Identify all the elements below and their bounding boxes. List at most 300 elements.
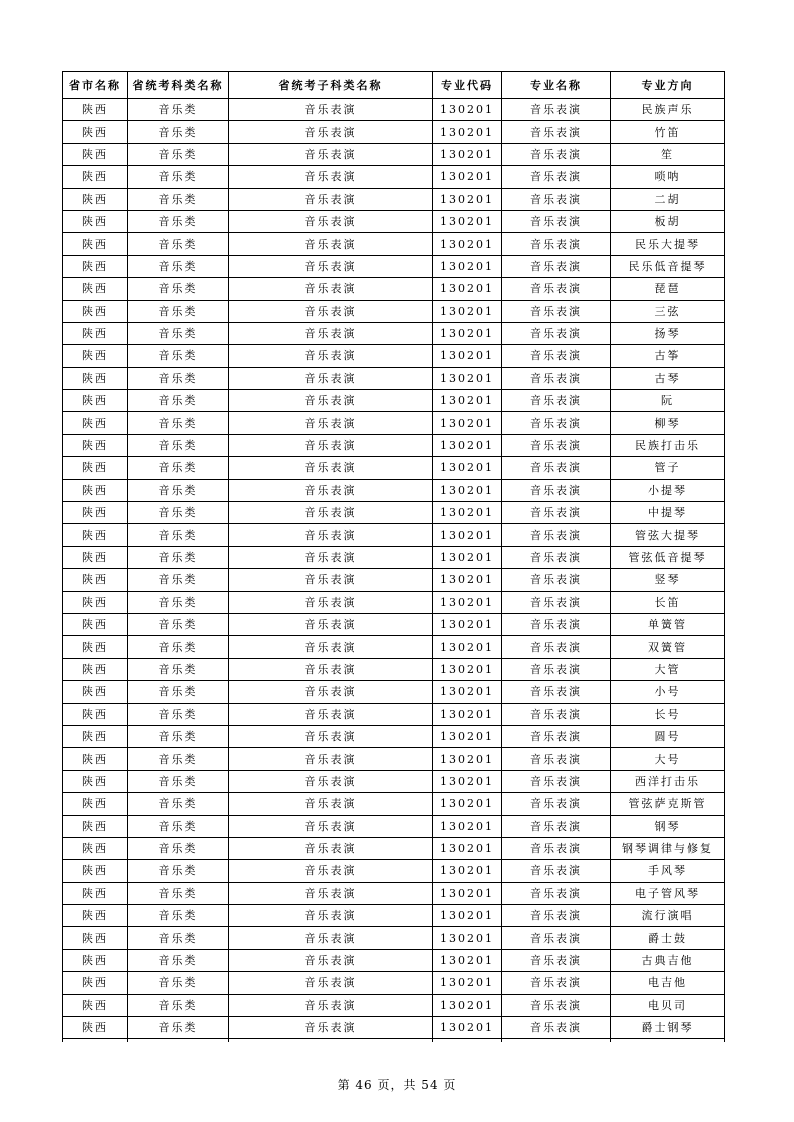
table-cell: 管弦低音提琴: [611, 546, 725, 568]
column-header: 省统考子科类名称: [229, 72, 433, 99]
table-cell: 音乐表演: [229, 793, 433, 815]
table-cell: 音乐类: [128, 322, 229, 344]
table-row: [63, 681, 725, 703]
table-cell: 音乐类: [128, 367, 229, 389]
table-cell: 钢琴调律与修复: [611, 837, 725, 859]
table-cell: 二胡: [611, 188, 725, 210]
table-cell: 130201: [433, 569, 502, 591]
table-cell: 音乐表演: [502, 210, 611, 232]
table-cell: 130201: [433, 524, 502, 546]
table-cell: 陕西: [63, 99, 128, 121]
table-cell: 音乐类: [128, 658, 229, 680]
table-cell: 音乐类: [128, 972, 229, 994]
table-cell: 音乐表演: [229, 390, 433, 412]
table-cell: 笙: [611, 143, 725, 165]
table-cell: 陕西: [63, 278, 128, 300]
table-row: [63, 367, 725, 389]
table-cell: 大号: [611, 748, 725, 770]
table-cell: 音乐表演: [502, 300, 611, 322]
table-row: [63, 99, 725, 121]
table-row: [63, 300, 725, 322]
table-cell: 古筝: [611, 345, 725, 367]
table-cell: 音乐类: [128, 233, 229, 255]
table-cell: 音乐表演: [229, 278, 433, 300]
table-cell: 陕西: [63, 367, 128, 389]
table-row: [63, 703, 725, 725]
table-cell: 130201: [433, 210, 502, 232]
page-number: 第 46 页，共 54 页: [337, 1078, 457, 1092]
table-cell: 扬琴: [611, 322, 725, 344]
table-cell: 130201: [433, 949, 502, 971]
table-cell: 音乐表演: [502, 725, 611, 747]
table-cell: 三弦: [611, 300, 725, 322]
table-row: [63, 345, 725, 367]
table-cell: 130201: [433, 546, 502, 568]
table-cell: 130201: [433, 390, 502, 412]
table-cell: 音乐类: [128, 457, 229, 479]
table-cell: 音乐表演: [502, 1017, 611, 1039]
table-cell: 音乐类: [128, 748, 229, 770]
table-cell: 民族声乐: [611, 99, 725, 121]
table-cell: 音乐表演: [502, 860, 611, 882]
table-cell: 130201: [433, 278, 502, 300]
table-cell: 陕西: [63, 905, 128, 927]
table-cell: 陕西: [63, 994, 128, 1016]
table-row: [63, 770, 725, 792]
table-cell: 音乐类: [128, 681, 229, 703]
table-row: [63, 188, 725, 210]
column-header: 专业方向: [611, 72, 725, 99]
table-cell: 小提琴: [611, 479, 725, 501]
table-cell: 130201: [433, 479, 502, 501]
table-row: [63, 233, 725, 255]
table-cell: 陕西: [63, 636, 128, 658]
table-cell: 西洋打击乐: [611, 770, 725, 792]
table-cell: 音乐类: [128, 546, 229, 568]
table-cell: 音乐表演: [229, 188, 433, 210]
table-cell: 130201: [433, 882, 502, 904]
table-cell: 古琴: [611, 367, 725, 389]
table-cell: 管弦大提琴: [611, 524, 725, 546]
table-cell: 音乐表演: [502, 927, 611, 949]
table-cell: 130201: [433, 748, 502, 770]
column-header: 省统考科类名称: [128, 72, 229, 99]
table-cell: 130201: [433, 502, 502, 524]
table-cell: 陕西: [63, 815, 128, 837]
table-cell: 音乐类: [128, 390, 229, 412]
table-cell: 音乐表演: [229, 345, 433, 367]
table-cell: 陕西: [63, 837, 128, 859]
table-cell: 130201: [433, 457, 502, 479]
table-cell: 130201: [433, 770, 502, 792]
table-header-row: [63, 72, 725, 99]
table-cell: 音乐表演: [502, 815, 611, 837]
table-cell: 音乐表演: [502, 367, 611, 389]
table-cell: 音乐类: [128, 636, 229, 658]
table-cell: 音乐类: [128, 994, 229, 1016]
table-cell: 陕西: [63, 681, 128, 703]
table-cell: 音乐表演: [229, 524, 433, 546]
table-row: [63, 457, 725, 479]
table-cell: 流行演唱: [611, 905, 725, 927]
table-row: [63, 949, 725, 971]
table-cell: 130201: [433, 703, 502, 725]
table-cell: 音乐表演: [502, 658, 611, 680]
table-cell: 陕西: [63, 748, 128, 770]
table-cell: 陕西: [63, 793, 128, 815]
table-cell: 音乐表演: [229, 591, 433, 613]
table-cell: 音乐表演: [229, 546, 433, 568]
table-cell: 陕西: [63, 121, 128, 143]
table-cell: 音乐表演: [229, 837, 433, 859]
table-cell: 管子: [611, 457, 725, 479]
table-cell: 音乐表演: [502, 905, 611, 927]
majors-table: [62, 71, 725, 1042]
table-row: [63, 860, 725, 882]
table-cell: 音乐类: [128, 143, 229, 165]
table-cell: 音乐表演: [229, 882, 433, 904]
table-row: [63, 591, 725, 613]
table-cell: 陕西: [63, 703, 128, 725]
table-cell: 音乐表演: [229, 457, 433, 479]
table-cell: 音乐表演: [229, 725, 433, 747]
table-body: [63, 99, 725, 1043]
table-cell: 音乐表演: [502, 546, 611, 568]
table-cell: 音乐表演: [229, 210, 433, 232]
table-cell: 电吉他: [611, 972, 725, 994]
table-cell: 音乐类: [128, 569, 229, 591]
table-cell: 音乐表演: [502, 793, 611, 815]
table-cell: 音乐表演: [229, 255, 433, 277]
table-cell: 陕西: [63, 658, 128, 680]
table-cell: 130201: [433, 972, 502, 994]
table-cell: 长笛: [611, 591, 725, 613]
table-cell: 130201: [433, 927, 502, 949]
table-cell: 音乐表演: [229, 681, 433, 703]
table-cell: [229, 1039, 433, 1043]
table-cell: 陕西: [63, 591, 128, 613]
table-cell: 130201: [433, 613, 502, 635]
table-row: [63, 636, 725, 658]
table-cell: 音乐类: [128, 479, 229, 501]
table-cell: 小号: [611, 681, 725, 703]
table-cell: 音乐表演: [502, 994, 611, 1016]
table-cell: 陕西: [63, 479, 128, 501]
table-cell: 音乐表演: [229, 972, 433, 994]
table-cell: 陕西: [63, 322, 128, 344]
table-cell: [502, 1039, 611, 1043]
table-cell: 音乐表演: [502, 255, 611, 277]
table-row: [63, 748, 725, 770]
table-cell: 音乐表演: [229, 770, 433, 792]
table-cell: 琵琶: [611, 278, 725, 300]
table-cell: 音乐类: [128, 255, 229, 277]
table-cell: 音乐表演: [502, 188, 611, 210]
table-clipped-row-stub: [63, 1039, 725, 1043]
table-cell: 陕西: [63, 770, 128, 792]
table-cell: 音乐表演: [229, 502, 433, 524]
table-row: [63, 882, 725, 904]
table-cell: 音乐类: [128, 837, 229, 859]
table-cell: 音乐表演: [229, 99, 433, 121]
table-cell: 音乐表演: [229, 815, 433, 837]
table-cell: 柳琴: [611, 412, 725, 434]
table-row: [63, 613, 725, 635]
table-cell: 音乐类: [128, 524, 229, 546]
table-cell: 陕西: [63, 390, 128, 412]
column-header: 专业代码: [433, 72, 502, 99]
table-cell: 陕西: [63, 949, 128, 971]
table-row: [63, 905, 725, 927]
table-cell: 钢琴: [611, 815, 725, 837]
table-cell: 爵士鼓: [611, 927, 725, 949]
table-cell: 音乐类: [128, 300, 229, 322]
table-cell: 音乐类: [128, 99, 229, 121]
table-cell: 双簧管: [611, 636, 725, 658]
table-cell: 130201: [433, 188, 502, 210]
table-cell: 陕西: [63, 502, 128, 524]
table-cell: 音乐类: [128, 434, 229, 456]
table-cell: 130201: [433, 658, 502, 680]
table-cell: 音乐类: [128, 278, 229, 300]
table-cell: 音乐表演: [502, 972, 611, 994]
table-cell: 音乐表演: [229, 166, 433, 188]
table-cell: 音乐表演: [229, 322, 433, 344]
table-cell: 130201: [433, 994, 502, 1016]
table-cell: 陕西: [63, 524, 128, 546]
table-cell: 音乐表演: [502, 636, 611, 658]
table-cell: 音乐表演: [502, 99, 611, 121]
table-cell: 130201: [433, 1017, 502, 1039]
table-cell: 陕西: [63, 882, 128, 904]
table-row: [63, 322, 725, 344]
table-row: [63, 255, 725, 277]
table-cell: 陕西: [63, 613, 128, 635]
table-cell: 音乐表演: [229, 658, 433, 680]
table-cell: 管弦萨克斯管: [611, 793, 725, 815]
table-cell: 音乐表演: [229, 994, 433, 1016]
table-row: [63, 166, 725, 188]
table-cell: 音乐表演: [502, 949, 611, 971]
table-cell: 音乐表演: [229, 434, 433, 456]
table-cell: 中提琴: [611, 502, 725, 524]
table-row: [63, 972, 725, 994]
table-row: [63, 524, 725, 546]
table-cell: 音乐类: [128, 502, 229, 524]
table-cell: 130201: [433, 636, 502, 658]
table-cell: 音乐类: [128, 949, 229, 971]
table-cell: 陕西: [63, 927, 128, 949]
table-row: [63, 815, 725, 837]
table-cell: 音乐表演: [502, 457, 611, 479]
table-cell: 音乐表演: [502, 233, 611, 255]
table-cell: 陕西: [63, 255, 128, 277]
table-cell: 音乐表演: [502, 412, 611, 434]
table-cell: 130201: [433, 815, 502, 837]
table-cell: 音乐表演: [229, 613, 433, 635]
table-row: [63, 1017, 725, 1039]
table-cell: 音乐表演: [502, 278, 611, 300]
table-cell: 音乐表演: [229, 233, 433, 255]
table-cell: 130201: [433, 300, 502, 322]
table-cell: 音乐表演: [502, 479, 611, 501]
table-cell: 130201: [433, 345, 502, 367]
table-row: [63, 434, 725, 456]
table-row: [63, 121, 725, 143]
table-cell: 音乐表演: [229, 412, 433, 434]
table-cell: [433, 1039, 502, 1043]
table-cell: 音乐表演: [502, 502, 611, 524]
table-cell: 电贝司: [611, 994, 725, 1016]
table-cell: 130201: [433, 255, 502, 277]
table-cell: 130201: [433, 121, 502, 143]
table-cell: 民族打击乐: [611, 434, 725, 456]
table-row: [63, 143, 725, 165]
table-cell: 陕西: [63, 210, 128, 232]
table-cell: 陕西: [63, 972, 128, 994]
table-cell: 音乐表演: [502, 166, 611, 188]
table-cell: 音乐类: [128, 770, 229, 792]
table-cell: 音乐表演: [502, 591, 611, 613]
table-cell: 陕西: [63, 860, 128, 882]
table-cell: 音乐表演: [229, 860, 433, 882]
table-cell: 音乐表演: [229, 143, 433, 165]
table-row: [63, 210, 725, 232]
table-cell: 音乐表演: [502, 703, 611, 725]
table-cell: 音乐表演: [229, 636, 433, 658]
table-cell: 音乐表演: [229, 479, 433, 501]
table-cell: 手风琴: [611, 860, 725, 882]
table-cell: 音乐表演: [229, 927, 433, 949]
table-cell: 音乐表演: [502, 569, 611, 591]
table-row: [63, 546, 725, 568]
table-cell: 音乐表演: [502, 524, 611, 546]
table-cell: 陕西: [63, 166, 128, 188]
table-cell: 竖琴: [611, 569, 725, 591]
table-row: [63, 569, 725, 591]
table-row: [63, 390, 725, 412]
table-cell: 音乐表演: [229, 703, 433, 725]
table-cell: 音乐类: [128, 927, 229, 949]
table-cell: 音乐表演: [502, 434, 611, 456]
table-cell: 音乐表演: [502, 748, 611, 770]
table-cell: [128, 1039, 229, 1043]
table-cell: 音乐类: [128, 882, 229, 904]
table-cell: 130201: [433, 905, 502, 927]
table-cell: 音乐表演: [229, 121, 433, 143]
table-cell: 音乐表演: [502, 390, 611, 412]
table-cell: 民乐低音提琴: [611, 255, 725, 277]
table-cell: [611, 1039, 725, 1043]
table-cell: 板胡: [611, 210, 725, 232]
table-cell: 音乐类: [128, 188, 229, 210]
table-cell: 130201: [433, 591, 502, 613]
table-cell: 音乐类: [128, 815, 229, 837]
table-cell: 130201: [433, 233, 502, 255]
column-header: 专业名称: [502, 72, 611, 99]
table-cell: 130201: [433, 143, 502, 165]
table-cell: 音乐类: [128, 412, 229, 434]
table-cell: 音乐表演: [502, 613, 611, 635]
table-cell: 音乐表演: [229, 748, 433, 770]
table-cell: 音乐类: [128, 703, 229, 725]
table-cell: 民乐大提琴: [611, 233, 725, 255]
table-cell: 130201: [433, 681, 502, 703]
table-cell: 音乐表演: [229, 300, 433, 322]
table-cell: 陕西: [63, 143, 128, 165]
table-cell: 音乐表演: [229, 1017, 433, 1039]
table-cell: 音乐表演: [502, 121, 611, 143]
table-cell: 长号: [611, 703, 725, 725]
table-cell: 音乐表演: [502, 322, 611, 344]
table-row: [63, 658, 725, 680]
table-cell: 唢呐: [611, 166, 725, 188]
table-cell: 陕西: [63, 188, 128, 210]
table-cell: 130201: [433, 793, 502, 815]
table-cell: 陕西: [63, 546, 128, 568]
table-cell: 竹笛: [611, 121, 725, 143]
table-row: [63, 927, 725, 949]
table-cell: 音乐表演: [229, 367, 433, 389]
table-row: [63, 502, 725, 524]
table-cell: [63, 1039, 128, 1043]
table-cell: 陕西: [63, 1017, 128, 1039]
table-cell: 音乐类: [128, 345, 229, 367]
table-cell: 音乐类: [128, 591, 229, 613]
table-cell: 陕西: [63, 457, 128, 479]
table-cell: 音乐表演: [502, 345, 611, 367]
table-cell: 爵士钢琴: [611, 1017, 725, 1039]
table-row: [63, 278, 725, 300]
table-cell: 音乐类: [128, 793, 229, 815]
table-cell: 陕西: [63, 434, 128, 456]
table-cell: 电子管风琴: [611, 882, 725, 904]
table-cell: 130201: [433, 367, 502, 389]
table-cell: 音乐类: [128, 725, 229, 747]
column-header: 省市名称: [63, 72, 128, 99]
table-cell: 130201: [433, 837, 502, 859]
table-cell: 130201: [433, 725, 502, 747]
table-cell: 音乐类: [128, 613, 229, 635]
table-cell: 音乐表演: [229, 569, 433, 591]
table-cell: 阮: [611, 390, 725, 412]
table-cell: 音乐表演: [229, 905, 433, 927]
table-cell: 单簧管: [611, 613, 725, 635]
table-cell: 音乐表演: [502, 681, 611, 703]
table-cell: 音乐类: [128, 166, 229, 188]
table-cell: 古典吉他: [611, 949, 725, 971]
table-cell: 音乐类: [128, 860, 229, 882]
table-row: [63, 837, 725, 859]
table-row: [63, 793, 725, 815]
table-cell: 大管: [611, 658, 725, 680]
table-row: [63, 412, 725, 434]
table-cell: 陕西: [63, 569, 128, 591]
table-cell: 130201: [433, 99, 502, 121]
table-cell: 130201: [433, 322, 502, 344]
table-cell: 130201: [433, 860, 502, 882]
table-cell: 音乐表演: [502, 770, 611, 792]
table-cell: 音乐表演: [229, 949, 433, 971]
table-cell: 130201: [433, 166, 502, 188]
table-cell: 音乐类: [128, 905, 229, 927]
table-cell: 音乐表演: [502, 882, 611, 904]
table-cell: 圆号: [611, 725, 725, 747]
table-cell: 音乐表演: [502, 143, 611, 165]
table-cell: 音乐类: [128, 121, 229, 143]
table-row: [63, 994, 725, 1016]
table-cell: 音乐类: [128, 210, 229, 232]
